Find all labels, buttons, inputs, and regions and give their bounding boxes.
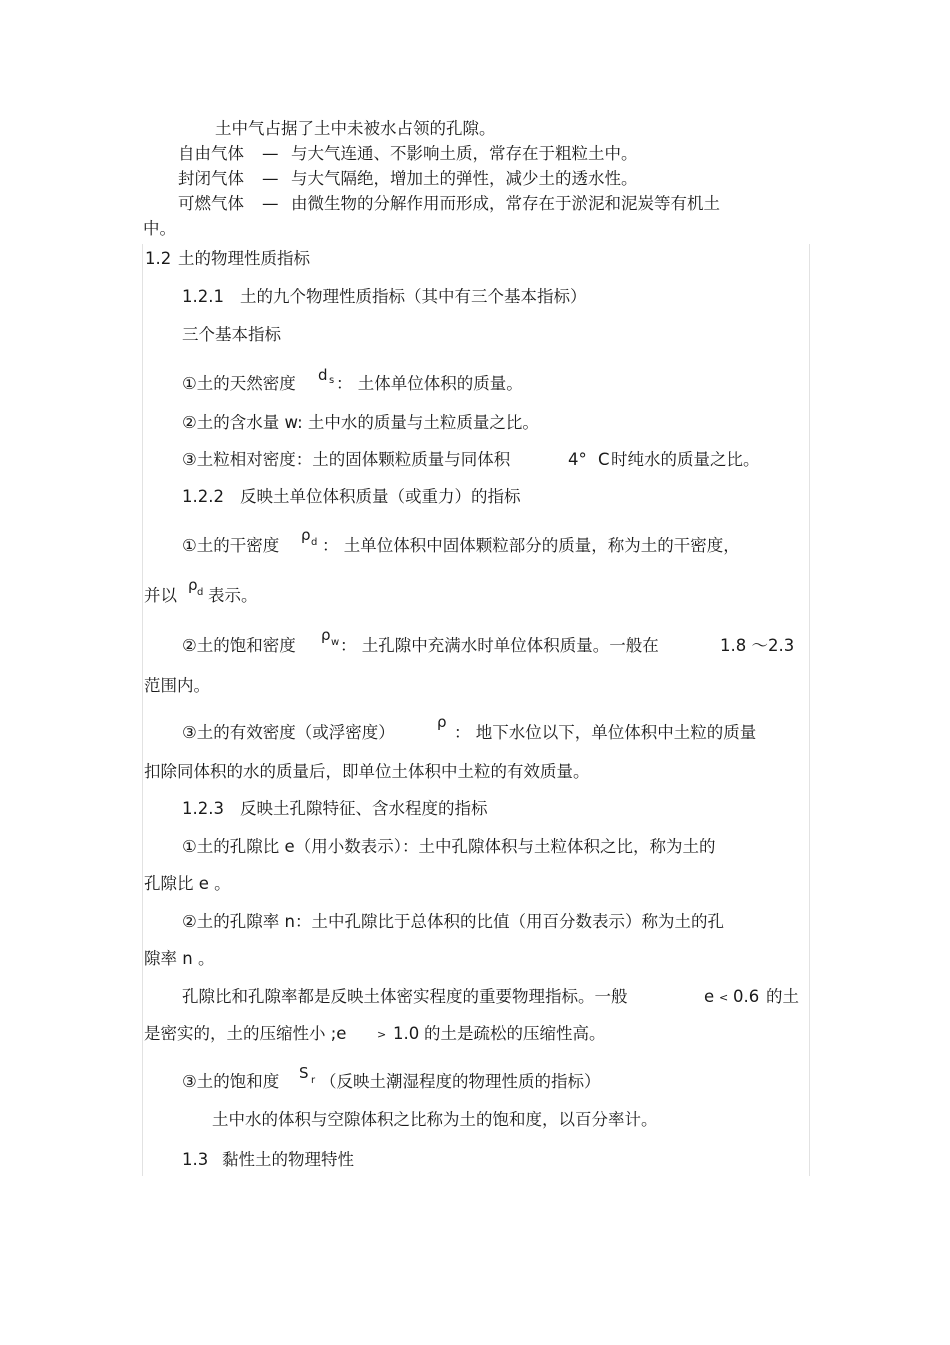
compactness-cont-prefix: 是密实的，土的压缩性小 ;e xyxy=(144,1024,347,1043)
void-ratio-cont: 孔隙比 e 。 xyxy=(144,874,231,893)
natural-density-label: ①土的天然密度 xyxy=(182,374,296,393)
natural-density-desc: ： 土体单位体积的质量。 xyxy=(336,374,523,393)
basic-indicators-heading: 三个基本指标 xyxy=(182,325,281,344)
dry-density-desc: ： 土单位体积中固体颗粒部分的质量，称为土的干密度， xyxy=(322,536,740,555)
compactness-cont-suffix: 的土是疏松的压缩性高。 xyxy=(424,1024,606,1043)
section-1-2-number: 1.2 xyxy=(145,249,172,268)
dry-density-label: ①土的干密度 xyxy=(182,536,280,555)
dry-density-cont-subscript: d xyxy=(197,587,204,598)
saturation-desc: （反映土潮湿程度的物理性质的指标） xyxy=(320,1072,601,1091)
compactness-value-1: 0.6 xyxy=(733,987,760,1006)
specific-gravity-unit: C xyxy=(598,450,610,469)
saturated-density-subscript: w xyxy=(331,637,340,648)
section-1-2-1-title: 土的九个物理性质指标（其中有三个基本指标） xyxy=(240,287,587,306)
closed-gas-dash: — xyxy=(262,169,279,188)
section-1-3-title: 黏性土的物理特性 xyxy=(222,1150,354,1169)
section-1-2-2-number: 1.2.2 xyxy=(182,487,224,506)
combustible-gas-desc: 由微生物的分解作用而形成，常存在于淤泥和泥炭等有机土 xyxy=(291,194,720,213)
dry-density-cont-prefix: 并以 xyxy=(144,586,177,605)
saturated-density-range: 1.8 ～2.3 xyxy=(720,636,795,655)
saturation-symbol: S xyxy=(299,1064,309,1082)
section-1-2-3-title: 反映土孔隙特征、含水程度的指标 xyxy=(240,799,488,818)
compactness-gt: > xyxy=(377,1028,387,1041)
section-1-2-2-title: 反映土单位体积质量（或重力）的指标 xyxy=(240,487,521,506)
compactness-value-2: 1.0 xyxy=(393,1024,420,1043)
dry-density-subscript: d xyxy=(311,537,318,548)
saturation-definition: 土中水的体积与空隙体积之比称为土的饱和度，以百分率计。 xyxy=(212,1110,658,1129)
effective-density-symbol: ρ xyxy=(437,713,447,731)
effective-density-cont: 扣除同体积的水的质量后，即单位土体积中土粒的有效质量。 xyxy=(144,762,590,781)
natural-density-symbol: d xyxy=(318,366,328,384)
compactness-line: 孔隙比和孔隙率都是反映土体密实程度的重要物理指标。一般 xyxy=(182,987,628,1006)
dry-density-cont-symbol: ρ xyxy=(188,576,198,594)
specific-gravity-temp: 4° xyxy=(568,450,587,469)
compactness-lt: < xyxy=(719,991,729,1004)
void-ratio-line: ①土的孔隙比 e（用小数表示）：土中孔隙体积与土粒体积之比，称为土的 xyxy=(182,837,716,856)
effective-density-desc: ： 地下水位以下，单位体积中土粒的质量 xyxy=(454,723,757,742)
section-1-2-3-number: 1.2.3 xyxy=(182,799,224,818)
saturation-subscript: r xyxy=(311,1075,316,1086)
free-gas-name: 自由气体 xyxy=(178,144,244,163)
specific-gravity-label: ③土粒相对密度：土的固体颗粒质量与同体积 xyxy=(182,450,511,469)
saturated-density-desc: ： 土孔隙中充满水时单位体积质量。一般在 xyxy=(340,636,659,655)
section-1-2-1-number: 1.2.1 xyxy=(182,287,224,306)
porosity-line: ②土的孔隙率 n：土中孔隙比于总体积的比值（用百分数表示）称为土的孔 xyxy=(182,912,724,931)
closed-gas-name: 封闭气体 xyxy=(178,169,244,188)
specific-gravity-desc: 时纯水的质量之比。 xyxy=(611,450,760,469)
saturation-label: ③土的饱和度 xyxy=(182,1072,280,1091)
combustible-gas-dash: — xyxy=(262,194,279,213)
gas-intro: 土中气占据了土中未被水占领的孔隙。 xyxy=(215,119,496,138)
combustible-gas-cont: 中。 xyxy=(143,219,176,238)
saturated-density-label: ②土的饱和密度 xyxy=(182,636,296,655)
dry-density-cont-suffix: 表示。 xyxy=(208,586,258,605)
saturated-density-symbol: ρ xyxy=(321,626,331,644)
free-gas-desc: 与大气连通、不影响土质，常存在于粗粒土中。 xyxy=(291,144,638,163)
saturated-density-cont: 范围内。 xyxy=(144,676,210,695)
natural-density-subscript: s xyxy=(329,375,335,386)
compactness-e: e xyxy=(704,987,715,1006)
compactness-end: 的土 xyxy=(766,987,799,1006)
combustible-gas-name: 可燃气体 xyxy=(178,194,244,213)
section-1-2-title: 土的物理性质指标 xyxy=(178,249,310,268)
section-1-3-number: 1.3 xyxy=(182,1150,209,1169)
free-gas-dash: — xyxy=(262,144,279,163)
effective-density-label: ③土的有效密度（或浮密度） xyxy=(182,723,395,742)
closed-gas-desc: 与大气隔绝，增加土的弹性，减少土的透水性。 xyxy=(291,169,638,188)
water-content-line: ②土的含水量 w: 土中水的质量与土粒质量之比。 xyxy=(182,413,539,432)
porosity-cont: 隙率 n 。 xyxy=(144,949,215,968)
dry-density-symbol: ρ xyxy=(301,526,311,544)
